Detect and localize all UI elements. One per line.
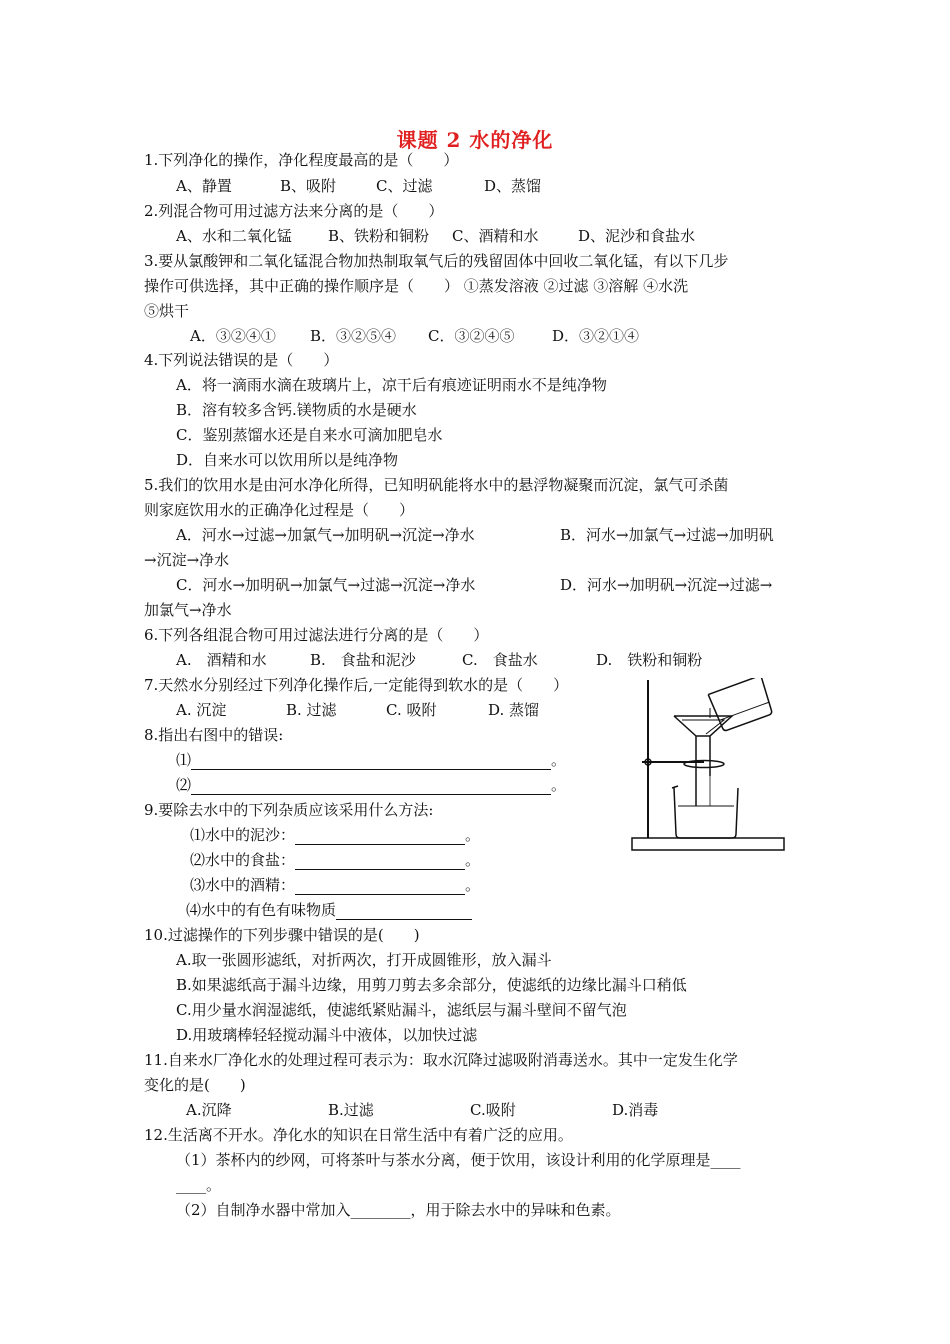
stand-base bbox=[632, 838, 784, 850]
q12-part2 bbox=[176, 1200, 621, 1220]
q6-option-d: D. 铁粉和铜粉 bbox=[596, 651, 703, 669]
q8-answer-1-blank[interactable] bbox=[191, 753, 551, 770]
q12-part2-blank[interactable]: ________ bbox=[350, 1201, 411, 1219]
filtration-apparatus-diagram bbox=[628, 678, 798, 854]
q4-stem: 4.下列说法错误的是（ ） bbox=[144, 351, 339, 369]
q7-option-c: C. 吸附 bbox=[386, 701, 437, 719]
q4-option-d: D．自来水可以饮用所以是纯净物 bbox=[176, 451, 399, 469]
q10-stem: 10.过滤操作的下列步骤中错误的是( ) bbox=[144, 926, 420, 944]
q7-option-b: B. 过滤 bbox=[286, 701, 337, 719]
q8-answer-1 bbox=[176, 750, 566, 770]
q6-options bbox=[176, 650, 702, 670]
q6-option-a: A. 酒精和水 bbox=[176, 651, 267, 669]
q9-answer-4-blank[interactable] bbox=[336, 903, 472, 920]
q12-part2-text-a: （2）自制净水器中常加入 bbox=[176, 1201, 351, 1219]
q10-option-d: D.用玻璃棒轻轻搅动漏斗中液体，以加快过滤 bbox=[176, 1026, 478, 1044]
q2-options bbox=[176, 226, 695, 246]
q4-option-b: B．溶有较多含钙.镁物质的水是硬水 bbox=[176, 401, 417, 419]
q10-option-b: B.如果滤纸高于漏斗边缘，用剪刀剪去多余部分，使滤纸的边缘比漏斗口稍低 bbox=[176, 976, 687, 994]
q3-options bbox=[190, 326, 639, 346]
q1-option-b: B、吸附 bbox=[280, 177, 337, 195]
q9-item-4-label: ⑷水中的有色有味物质 bbox=[186, 901, 337, 919]
q2-option-b: B、铁粉和铜粉 bbox=[328, 227, 430, 245]
q9-answer-2 bbox=[190, 850, 480, 870]
q2-stem: 2.列混合物可用过滤方法来分离的是（ ） bbox=[144, 202, 444, 220]
q9-answer-1 bbox=[190, 825, 480, 845]
q8-stem: 8.指出右图中的错误: bbox=[144, 726, 284, 744]
q6-stem: 6.下列各组混合物可用过滤法进行分离的是（ ） bbox=[144, 626, 489, 644]
q9-item-2-label: ⑵水中的食盐： bbox=[190, 851, 296, 869]
q11-options bbox=[186, 1100, 658, 1120]
q7-option-d: D. 蒸馏 bbox=[488, 701, 540, 719]
q1-options bbox=[176, 176, 541, 196]
q11-option-a: A.沉降 bbox=[186, 1101, 232, 1119]
q5-stem-line2: 则家庭饮用水的正确净化过程是（ ） bbox=[144, 501, 415, 519]
q9-answer-1-blank[interactable] bbox=[295, 828, 465, 845]
q3-stem-line3: ⑤烘干 bbox=[144, 302, 190, 320]
q2-option-c: C、酒精和水 bbox=[452, 227, 539, 245]
q5-option-d-cont: 加氯气→净水 bbox=[144, 601, 232, 619]
q6-option-c: C. 食盐水 bbox=[462, 651, 538, 669]
q9-answer-3 bbox=[190, 875, 480, 895]
q2-option-d: D、泥沙和食盐水 bbox=[578, 227, 696, 245]
q8-answer-2 bbox=[176, 775, 566, 795]
q9-item-2-end: 。 bbox=[465, 851, 481, 869]
q1-option-d: D、蒸馏 bbox=[484, 177, 542, 195]
q12-part1-line1: （1）茶杯内的纱网，可将茶叶与茶水分离，便于饮用，该设计利用的化学原理是____ bbox=[176, 1151, 741, 1169]
page-title: 课题 2 水的净化 bbox=[396, 128, 554, 152]
q8-item-1-end: 。 bbox=[551, 751, 567, 769]
q5-option-a: A．河水→过滤→加氯气→加明矾→沉淀→净水 bbox=[176, 526, 475, 544]
q4-option-c: C．鉴别蒸馏水还是自来水可滴加肥皂水 bbox=[176, 426, 443, 444]
q3-option-c: C．③②④⑤ bbox=[428, 327, 515, 345]
q5-stem-line1: 5.我们的饮用水是由河水净化所得，已知明矾能将水中的悬浮物凝聚而沉淀，氯气可杀菌 bbox=[144, 476, 729, 494]
q3-stem-line1: 3.要从氯酸钾和二氧化锰混合物加热制取氧气后的残留固体中回收二氧化锰，有以下几步 bbox=[144, 252, 729, 270]
q4-option-a: A．将一滴雨水滴在玻璃片上，凉干后有痕迹证明雨水不是纯净物 bbox=[176, 376, 607, 394]
q11-option-d: D.消毒 bbox=[612, 1101, 659, 1119]
q11-option-c: C.吸附 bbox=[470, 1101, 516, 1119]
q6-option-b: B. 食盐和泥沙 bbox=[310, 651, 416, 669]
q5-option-d: D．河水→加明矾→沉淀→过滤→ bbox=[560, 576, 773, 594]
q10-option-c: C.用少量水润湿滤纸，使滤纸紧贴漏斗，滤纸层与漏斗壁间不留气泡 bbox=[176, 1001, 627, 1019]
q10-option-a: A.取一张圆形滤纸，对折两次，打开成圆锥形，放入漏斗 bbox=[176, 951, 552, 969]
q11-option-b: B.过滤 bbox=[328, 1101, 374, 1119]
q8-answer-2-blank[interactable] bbox=[191, 778, 551, 795]
q9-item-3-label: ⑶水中的酒精： bbox=[190, 876, 296, 894]
filter-paper bbox=[682, 720, 724, 734]
q3-option-b: B．③②⑤④ bbox=[310, 327, 397, 345]
q7-option-a: A. 沉淀 bbox=[176, 701, 227, 719]
q5-option-c: C．河水→加明矾→加氯气→过滤→沉淀→净水 bbox=[176, 576, 476, 594]
q9-stem: 9.要除去水中的下列杂质应该采用什么方法: bbox=[144, 801, 434, 819]
q11-stem-line1: 11.自来水厂净化水的处理过程可表示为：取水沉降过滤吸附消毒送水。其中一定发生化学 bbox=[144, 1051, 738, 1069]
q9-answer-4 bbox=[186, 900, 472, 920]
q8-item-1-label: ⑴ bbox=[176, 751, 192, 769]
q9-answer-2-blank[interactable] bbox=[295, 853, 465, 870]
q9-item-3-end: 。 bbox=[465, 876, 481, 894]
q9-answer-3-blank[interactable] bbox=[295, 878, 465, 895]
q8-item-2-end: 。 bbox=[551, 776, 567, 794]
q5-option-b: B．河水→加氯气→过滤→加明矾 bbox=[560, 526, 774, 544]
q1-option-c: C、过滤 bbox=[376, 177, 433, 195]
q3-option-d: D．③②①④ bbox=[552, 327, 640, 345]
q8-item-2-label: ⑵ bbox=[176, 776, 192, 794]
q11-stem-line2: 变化的是( ) bbox=[144, 1076, 246, 1094]
q7-stem: 7.天然水分别经过下列净化操作后,一定能得到软水的是（ ） bbox=[144, 676, 569, 694]
q1-stem: 1.下列净化的操作，净化程度最高的是（ ） bbox=[144, 151, 459, 169]
q5-option-b-cont: →沉淀→净水 bbox=[144, 551, 230, 569]
q12-part2-text-b: ，用于除去水中的异味和色素。 bbox=[410, 1201, 621, 1219]
q3-option-a: A．③②④① bbox=[190, 327, 276, 345]
q1-option-a: A、静置 bbox=[176, 177, 232, 195]
q9-item-1-end: 。 bbox=[465, 826, 481, 844]
q2-option-a: A、水和二氧化锰 bbox=[176, 227, 292, 245]
q12-stem: 12.生活离不开水。净化水的知识在日常生活中有着广泛的应用。 bbox=[144, 1126, 573, 1144]
q3-stem-line2: 操作可供选择，其中正确的操作顺序是（ ） ①蒸发溶液 ②过滤 ③溶解 ④水洗 bbox=[144, 277, 689, 295]
q9-item-1-label: ⑴水中的泥沙： bbox=[190, 826, 296, 844]
q12-part1-line2: ____。 bbox=[176, 1176, 222, 1194]
receiving-beaker bbox=[674, 788, 738, 838]
q7-options bbox=[176, 700, 539, 720]
beaker-spout bbox=[672, 786, 678, 788]
